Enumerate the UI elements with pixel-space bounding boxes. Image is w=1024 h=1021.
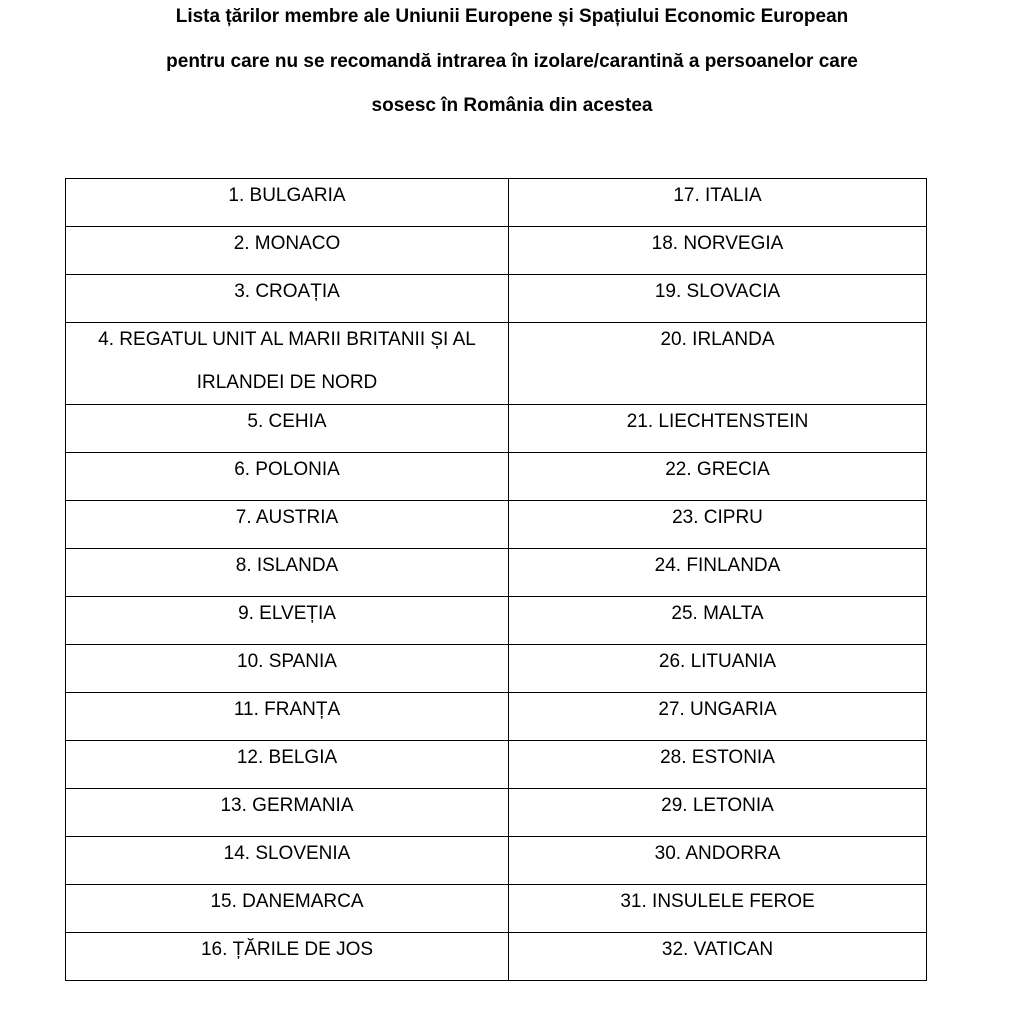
- country-cell: 12. BELGIA: [66, 741, 509, 789]
- document-title: [0, 0, 1024, 132]
- country-cell: 17. ITALIA: [509, 179, 927, 227]
- table-row: [66, 693, 927, 741]
- country-cell: 16. ȚĂRILE DE JOS: [66, 933, 509, 981]
- table-row: [66, 501, 927, 549]
- table-row: [66, 645, 927, 693]
- country-cell: 24. FINLANDA: [509, 549, 927, 597]
- country-cell: 8. ISLANDA: [66, 549, 509, 597]
- country-cell: 29. LETONIA: [509, 789, 927, 837]
- country-cell: 3. CROAȚIA: [66, 275, 509, 323]
- table-row: [66, 789, 927, 837]
- country-cell: 11. FRANȚA: [66, 693, 509, 741]
- table-row: [66, 405, 927, 453]
- country-cell: 5. CEHIA: [66, 405, 509, 453]
- country-cell: 21. LIECHTENSTEIN: [509, 405, 927, 453]
- country-cell: 27. UNGARIA: [509, 693, 927, 741]
- country-cell: 14. SLOVENIA: [66, 837, 509, 885]
- title-line-1: Lista țărilor membre ale Uniunii Europene și Spațiului Economic European: [175, 6, 849, 27]
- country-cell-text: 4. REGATUL UNIT AL MARII BRITANII ȘI AL IRLANDEI DE NORD: [98, 329, 476, 393]
- country-cell: 30. ANDORRA: [509, 837, 927, 885]
- countries-table: [65, 178, 927, 981]
- table-row: [66, 323, 927, 405]
- table-row: [66, 275, 927, 323]
- country-cell: [66, 323, 509, 405]
- country-cell: 13. GERMANIA: [66, 789, 509, 837]
- country-cell: 1. BULGARIA: [66, 179, 509, 227]
- country-cell: 32. VATICAN: [509, 933, 927, 981]
- country-cell: 7. AUSTRIA: [66, 501, 509, 549]
- table-row: [66, 597, 927, 645]
- table-row: [66, 885, 927, 933]
- country-cell: 9. ELVEȚIA: [66, 597, 509, 645]
- country-cell: 2. MONACO: [66, 227, 509, 275]
- country-cell: 6. POLONIA: [66, 453, 509, 501]
- country-cell-text: 20. IRLANDA: [660, 329, 775, 350]
- table-row: [66, 741, 927, 789]
- country-cell: 31. INSULELE FEROE: [509, 885, 927, 933]
- table-row: [66, 453, 927, 501]
- country-cell: 26. LITUANIA: [509, 645, 927, 693]
- title-line-3: sosesc în România din acestea: [371, 95, 653, 116]
- country-cell: 23. CIPRU: [509, 501, 927, 549]
- country-cell: 25. MALTA: [509, 597, 927, 645]
- table-row: [66, 179, 927, 227]
- country-cell: [509, 323, 927, 405]
- table-row: [66, 933, 927, 981]
- title-line-2: pentru care nu se recomandă intrarea în izolare/carantină a persoanelor care: [166, 51, 858, 72]
- country-cell: 18. NORVEGIA: [509, 227, 927, 275]
- table-row: [66, 549, 927, 597]
- country-cell: 28. ESTONIA: [509, 741, 927, 789]
- country-cell: 10. SPANIA: [66, 645, 509, 693]
- country-cell: 15. DANEMARCA: [66, 885, 509, 933]
- country-cell: 22. GRECIA: [509, 453, 927, 501]
- table-row: [66, 837, 927, 885]
- country-cell: 19. SLOVACIA: [509, 275, 927, 323]
- table-row: [66, 227, 927, 275]
